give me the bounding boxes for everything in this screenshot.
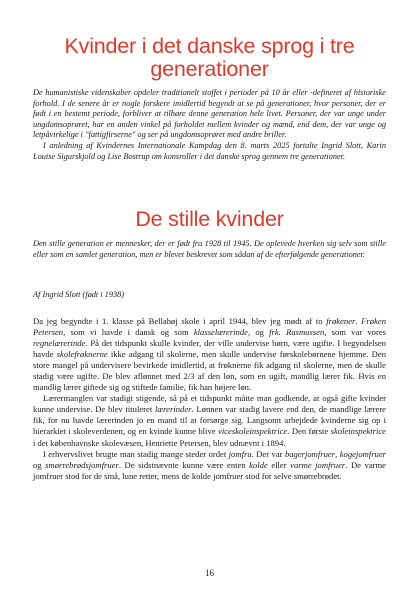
italic-term: frk. Rasmussen — [269, 327, 325, 338]
italic-term: Frøken Petersen — [33, 316, 386, 338]
text-run: Lærermanglen var stadigt stigende, så på et tidspunkt måtte man godkende, at også gifte kvinder kunne undervise. De blev tituleret — [33, 393, 386, 415]
section-title: De stille kvinder — [135, 207, 284, 231]
text-run: i det københavnske skolevæsen, Henriette Petersen, blev udnævnt i 1894. — [33, 437, 286, 448]
byline: Af Ingrid Slott (født i 1938) — [33, 290, 125, 299]
body-text — [33, 316, 386, 482]
italic-term: skolefrøknerne — [56, 349, 108, 360]
italic-term: kolde — [249, 459, 268, 470]
italic-term: frøkener — [326, 316, 356, 326]
section-lead: Den stille generation er mennesker, der er født fra 1928 til 1945. De oplevede hverken sig selv som stille eller som en samlet generation, men er blevet beskrevet som sådan af de efterfølgende generationer. — [33, 239, 386, 259]
italic-term: regnelærerinde — [33, 338, 86, 349]
text-run: . Der var — [251, 448, 285, 459]
text-run: . — [355, 316, 362, 326]
body-paragraph-2 — [33, 393, 386, 448]
text-run: , som var vores — [324, 327, 386, 338]
italic-term: klasselærerinde — [193, 327, 248, 338]
text-run: , som vi havde i dansk og som — [63, 327, 194, 338]
text-run: . De sidstnævnte kunne være enten — [118, 459, 250, 470]
text-run: eller — [267, 459, 291, 470]
italic-term: skoleinspektrice — [330, 426, 386, 437]
text-run: . På det tidspunkt skulle kvinder, der ville undervise børn, være ugifte. I begyndelsen havde — [33, 338, 386, 360]
text-run: . Den første — [287, 426, 331, 437]
intro-paragraph-1: De humanistiske videnskaber opdeler traditionelt stoffet i perioder på 10 år eller -defineret af historiske forhold. I de senere år er nogle forskere imidlertid begyndt at se på generationer, hvor personer, der er født i en bestemt periode, forbliver at tilhøre denne generation hele livet. Personer, der var unge under ungdomsoprøret, har en anden vinkel på forholdet mellem kvinder og mænd, end dem, der var unge og letpåvirkelige i "fattigfirserne" og ser på ungdomsoprøret med andre briller. — [33, 88, 386, 140]
italic-term: bagerjomfruer — [284, 448, 336, 459]
italic-term: varme jomfruer — [290, 459, 346, 470]
italic-term: viceskoleinspektrice — [218, 426, 288, 437]
italic-term: smørrebrødsjomfruer — [45, 459, 119, 470]
text-run: . De varme jomfruer stod for de små, lune retter, mens de kolde jomfruer stod for selve smørrebrødet. — [33, 459, 386, 481]
body-paragraph-1 — [33, 316, 386, 393]
text-run: og — [33, 459, 46, 470]
text-run: . Lønnen var stadig lavere end den, de mandlige lærere fik, for nu havde lærerinden jo en mand til at forsørge sig. Langsomt arbejdede kvinderne sig op i hierarkiet i skoleverdenen, og en kvinde kunne blive — [33, 404, 386, 437]
body-paragraph-3 — [33, 449, 386, 482]
text-run: Da jeg begyndte i 1. klasse på Bellahøj skole i april 1944, blev jeg mødt af to — [33, 316, 327, 326]
text-run: ikke adgang til skolerne, men skulle undervise førskolebørnene hjemme. Den store mangel på undervisere bevirkede imidlertid, at frøknerne fik adgang til skolerne, men de skulle stadig være ugifte. De blev aflønnet med 2/3 af den løn, som en ugift, mandlig lærer fik. Hvis en mandlig lærer giftede sig og stiftede familie, fik han højere løn. — [33, 349, 386, 393]
intro-paragraph-2: I anledning af Kvindernes Internationale Kampdag den 8. marts 2025 fortalte Ingrid Slott, Karin Louise Sigurskjold og Lise Bostrup om konsroller i det danske sprog gennem tre generationer. — [33, 140, 386, 161]
text-run: I erhvervslivet brugte man stadig mange steder ordet — [43, 448, 229, 459]
page-title: Kvinder i det danske sprog i tre generationer — [64, 34, 355, 81]
intro-text — [33, 88, 386, 162]
italic-term: jomfru — [228, 448, 252, 459]
text-run: , — [335, 448, 340, 459]
page-number: 16 — [205, 568, 214, 578]
italic-term: kogejomfruer — [339, 448, 387, 459]
italic-term: lærerinder — [155, 404, 192, 415]
text-run: , og — [247, 327, 270, 338]
